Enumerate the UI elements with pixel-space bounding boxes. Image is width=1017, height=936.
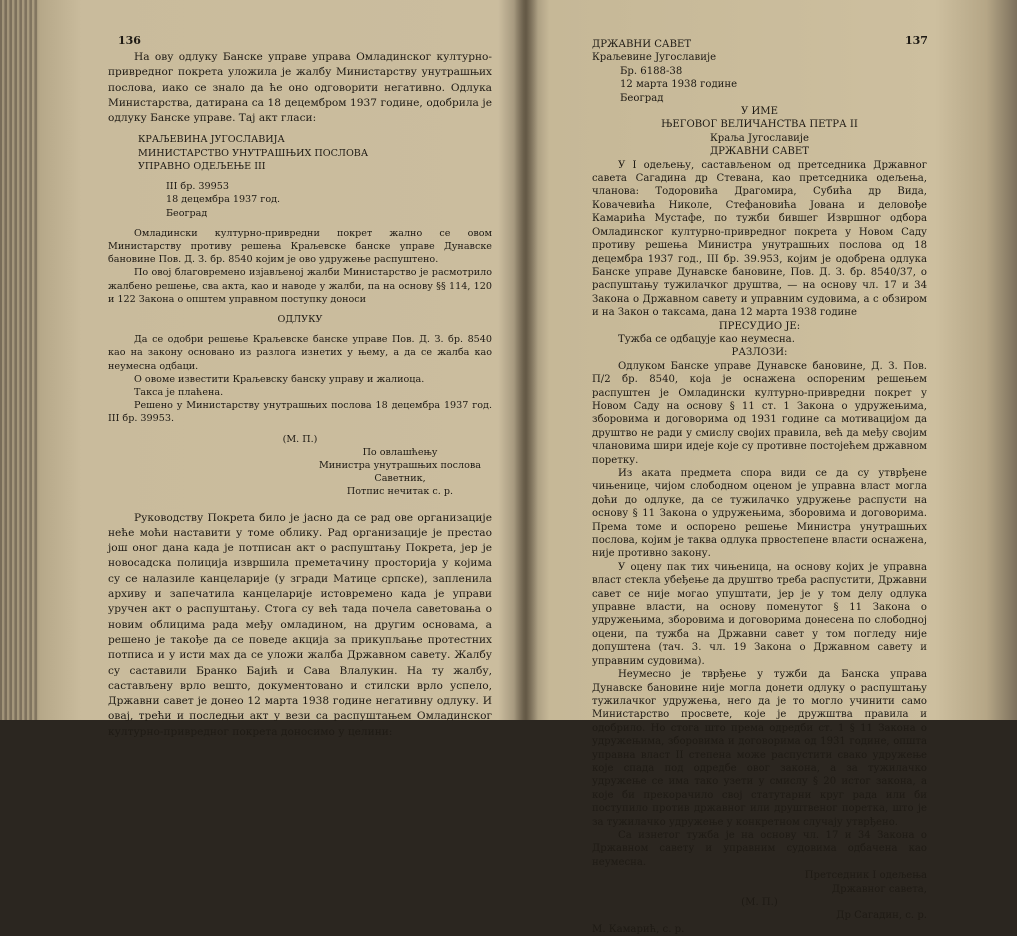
- right-seal-mark: (М. П.): [741, 897, 778, 908]
- reason-paragraph-5: Са изнетог тужба је на основу чл. 17 и 34 Закона о Државном савету и управним судовима одбачена као неумесна.: [592, 829, 927, 868]
- reference-place: Београд: [166, 207, 208, 219]
- council-header-4: 12 марта 1938 године: [620, 79, 738, 91]
- title-line-4: ДРЖАВНИ САВЕТ: [709, 146, 810, 158]
- reason-paragraph-3: У оцену пак тих чињеница, на основу којих је управна власт стекла убеђење да друштво треба распустити, Државни савет се није могао упуштати, јер је у том делу одлука управне власти, на основу поменутог § 11 Закона о удружењима, зборовима и договорима донесена по слободној оцени, па тужба на Државни савет у том погледу није допуштена (тач. 3. чл. 19 Закона о Државном савету и управним судовима).: [592, 561, 927, 667]
- title-line-1: У ИМЕ: [740, 106, 778, 118]
- verdict-preamble: У I одељењу, састављеном од претседника Државног савета Сагадина др Стевана, као претседника одељења, чланова: Тодоровића Драгомира, Субића др Вида, Ковачевића Николе, Стефановића Јована и деловође Камарића Мустафе, по тужби бившег Извршног одбора Омладинског културно-привредног покрета у Новом Саду противу решења Министра унутрашњих послова од 18 децембра 1937 год., III бр. 39.953, којим је одобрена одлука Банске управе Дунавске бановине, Пов. Д. З. бр. 8540/37, о распуштању тужилачког друштва, — на основу чл. 17 и 34 Закона о Државном савету и управним судовима, а с обзиром и на Закон о таксама, дана 12 марта 1938 године: [592, 159, 927, 319]
- verdict-title: [592, 105, 927, 159]
- seal-mark: (М. П.): [282, 433, 318, 445]
- main-paragraph: Руководству Покрета било је јасно да се рад ове организације неће моћи наставити у томе облику. Рад организације је престао још оног дана када је потписан акт о распуштању Покрета, јер је новосадска полиција извршила преметачину просторија у којима су се налазиле канцеларије (у згради Матице српске), запленила архиву и запечатила канцеларије истовремено када је управи уручен акт о распуштању. Стога су већ тада почела саветовања о новим облицима рада међу омладином, на другим основама, а решено је такође да се поведе акција за прикупљање протестних потписа и у исти мах да се уложи жалба Државном савету. Жалбу су саставили Бранко Бајић и Сава Влалукин. На ту жалбу, састављену врло вешто, документовано и стилски врло успело, Државни савет је донео 12 марта 1938 године негативну одлуку. И овај, трећи и последњи акт у вези са распуштањем Омладинског културно-привредног покрета доносимо у целини:: [108, 511, 492, 738]
- razlozi-heading: РАЗЛОЗИ:: [731, 347, 788, 359]
- reference-date: 18 децембра 1937 год.: [166, 194, 281, 206]
- header-line-3: УПРАВНО ОДЕЉЕЊЕ III: [138, 160, 266, 172]
- president-name: Др Сагадин, с. р.: [836, 910, 927, 922]
- left-page-number: 136: [118, 34, 141, 47]
- page-edges: [0, 0, 38, 720]
- document-header: [138, 133, 492, 173]
- title-line-2: ЊЕГОВОГ ВЕЛИЧАНСТВА ПЕТРА II: [661, 119, 858, 131]
- signature-line-3: Саветник,: [374, 473, 426, 485]
- right-page-number: 137: [905, 34, 928, 47]
- secretary-name: М. Камарић, с. р.: [592, 923, 685, 935]
- reference-number: III бр. 39953: [166, 181, 229, 193]
- council-header-3: Бр. 6188-38: [620, 65, 683, 77]
- title-line-3: Краља Југославије: [710, 132, 809, 144]
- president-line-1: Претседник I одељења: [804, 870, 927, 882]
- header-line-1: КРАЉЕВИНА ЈУГОСЛАВИЈА: [138, 134, 285, 146]
- intro-paragraph: На ову одлуку Банске управе управа Омладинског културно-привредног покрета уложила је жалбу Министарству унутрашњих послова, иако се знало да ће оно одговорити негативно. Одлука Министарства, датирана са 18 децембром 1937 године, одобрила је одлуку Банске управе. Тај акт гласи:: [108, 51, 492, 125]
- odluku-heading: ОДЛУКУ: [277, 313, 323, 325]
- president-line-2: Државног савета,: [831, 883, 927, 895]
- council-header-5: Београд: [620, 92, 664, 104]
- decision-paragraph-f: Решено у Министарству унутрашњих послова 18 децембра 1937 год. III бр. 39953.: [108, 400, 492, 425]
- right-page: [592, 30, 927, 936]
- reason-paragraph-2: Из аката предмета спора види се да су утврђене чињенице, чијом слободном оценом је управна власт могла доћи до одлуке, да се тужилачко удружење распусти на основу § 11 Закона о удружењима, зборовима и договорима. Према томе и оспорено решење Министра унутрашњих послова, којим је таква одлука првостепене власти оснажена, није противно закону.: [592, 468, 927, 560]
- signature-line-4: Потпис нечитак с. р.: [346, 486, 454, 498]
- verdict-statement: Тужба се одбацује као неумесна.: [618, 333, 795, 345]
- header-line-2: МИНИСТАРСТВО УНУТРАШЊИХ ПОСЛОВА: [138, 147, 369, 159]
- council-header-1: ДРЖАВНИ САВЕТ: [592, 39, 692, 50]
- signature-line-2: Министра унутрашњих послова: [318, 459, 481, 471]
- signature-block: [308, 446, 492, 499]
- decision-paragraph-e: Такса је плаћена.: [134, 386, 224, 398]
- decision-paragraph-c: Да се одобри решење Краљевске банске управе Пов. Д. З. бр. 8540 као на закону основано из разлога изнетих у њему, а да се жалба као неумесна одбаци.: [108, 334, 492, 372]
- decision-paragraph-b: По овој благовремено изјављеној жалби Министарство је расмотрило жалбено решење, сва акта, као и наводе у жалби, па на основу §§ 114, 120 и 122 Закона о општем управном поступку доноси: [108, 267, 492, 305]
- reason-paragraph-4: Неумесно је тврђење у тужби да Банска управа Дунавске бановине није могла донети одлуку о распуштању тужилачког удружења, него да је то могло учинити само Министарство просвете, које је дружштва правила и одобрило. Но стога што према одредби ст. 1 § 11 Закона о удружењима, зборовима и договорима од 1931 године, општа управна власт II степена може распустити свако удружење које спада под одредбе овог закона, а за тужилачко удружење се има тако узети у смислу § 20 истог закона, а које би прекорачило свој статутарни круг рада или би поступило против државног или друштвеног поретка, што је за тужилачко удружење у конкретном случају утврђено.: [592, 669, 927, 828]
- presudio-heading: ПРЕСУДИО ЈЕ:: [718, 320, 801, 332]
- decision-paragraph-d: О овоме известити Краљевску банску управу и жалиоца.: [134, 373, 425, 385]
- left-page: [108, 30, 492, 740]
- president-signature: [592, 869, 927, 896]
- signature-line-1: По овлашћењу: [362, 446, 438, 458]
- reason-paragraph-1: Одлуком Банске управе Дунавске бановине, Д. З. Пов. П/2 бр. 8540, која је оснажена оспореним решењем распуштен је Омладински културно-привредни покрет у Новом Саду на основу § 11 ст. 1 Закона о удружењима, зборовима и договорима од 1931 године са мотивацијом да друштво не ради у смислу својих правила, већ да међу својим члановима шири идеје које су противне постојећем државном поретку.: [592, 360, 927, 466]
- council-header-2: Краљевине Југославије: [592, 52, 717, 64]
- book-gutter: [514, 0, 538, 720]
- council-header: [592, 38, 927, 105]
- document-reference: [166, 180, 492, 220]
- decision-paragraph-a: Омладински културно-привредни покрет жално се овом Министарству противу решења Краљевске банске управе Дунавске бановине Пов. Д. З. бр. 8540 којим је ово удружење распуштено.: [108, 227, 492, 266]
